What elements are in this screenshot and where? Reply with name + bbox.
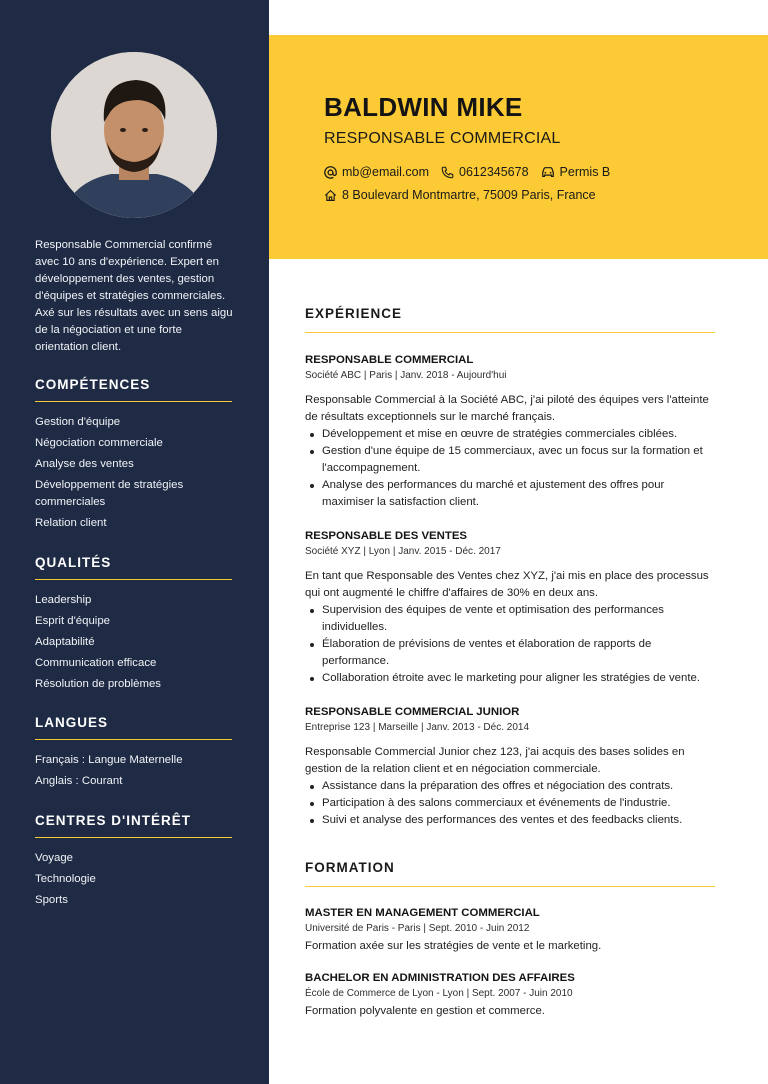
list-item: Communication efficace <box>35 657 157 669</box>
experience-title: EXPÉRIENCE <box>305 306 715 333</box>
list-item: Résolution de problèmes <box>35 678 162 690</box>
languages-title: LANGUES <box>35 715 232 740</box>
qualities-section <box>35 555 232 697</box>
entry-description: Formation polyvalente en gestion et commerce. <box>305 1005 545 1017</box>
entry-meta: Université de Paris - Paris | Sept. 2010 - Juin 2012 <box>305 923 530 934</box>
entry-meta: Société XYZ | Lyon | Janv. 2015 - Déc. 2017 <box>305 546 501 557</box>
languages-list <box>35 740 232 790</box>
skills-title: COMPÉTENCES <box>35 377 232 402</box>
list-item: Collaboration étroite avec le marketing pour aligner les stratégies de vente. <box>305 670 715 687</box>
email-item[interactable] <box>324 165 429 179</box>
entry-meta: École de Commerce de Lyon - Lyon | Sept. 2007 - Juin 2010 <box>305 988 573 999</box>
list-item: Analyse des performances du marché et ajustement des offres pour maximiser la satisfaction client. <box>305 477 715 511</box>
interests-list <box>35 838 232 909</box>
address-row <box>324 188 608 202</box>
list-item: Participation à des salons commerciaux et événements de l'industrie. <box>305 795 715 812</box>
list-item: Gestion d'une équipe de 15 commerciaux, avec un focus sur la formation et l'accompagnement. <box>305 443 715 477</box>
entry-bullets <box>305 778 715 829</box>
education-entry <box>305 971 715 1020</box>
entry-meta: Société ABC | Paris | Janv. 2018 - Aujourd'hui <box>305 370 507 381</box>
languages-section <box>35 715 232 794</box>
list-item: Négociation commerciale <box>35 437 163 449</box>
qualities-title: QUALITÉS <box>35 555 232 580</box>
entry-bullets <box>305 602 715 687</box>
skills-list <box>35 402 232 532</box>
phone-item[interactable] <box>441 165 529 179</box>
home-icon <box>324 189 337 202</box>
phone-icon <box>441 166 454 179</box>
education-entry <box>305 906 715 955</box>
address-item <box>324 188 596 202</box>
car-icon <box>541 166 555 179</box>
contact-row <box>324 165 622 179</box>
list-item: Anglais : Courant <box>35 775 123 787</box>
list-item: Adaptabilité <box>35 636 95 648</box>
list-item: Gestion d'équipe <box>35 416 121 428</box>
interests-section <box>35 813 232 913</box>
entry-role: RESPONSABLE DES VENTES <box>305 530 468 542</box>
list-item: Assistance dans la préparation des offres et négociation des contrats. <box>305 778 715 795</box>
list-item: Supervision des équipes de vente et optimisation des performances individuelles. <box>305 602 715 636</box>
entry-description: Responsable Commercial à la Société ABC, j'ai piloté des équipes vers l'atteinte de résultats exceptionnels sur le marché français. <box>305 394 709 423</box>
license-text: Permis B <box>559 165 611 179</box>
experience-entry <box>305 529 715 687</box>
license-item <box>541 165 611 179</box>
at-icon <box>324 166 337 179</box>
profile-summary: Responsable Commercial confirmé avec 10 ans d'expérience. Expert en développement des ventes, gestion d'équipes et stratégies commerciales. Axé sur les résultats avec un sens aigu de la négociation et une forte orientation client. <box>35 239 233 353</box>
entry-bullets <box>305 426 715 511</box>
qualities-list <box>35 580 232 693</box>
list-item: Esprit d'équipe <box>35 615 110 627</box>
profile-photo <box>51 52 217 218</box>
list-item: Sports <box>35 894 68 906</box>
entry-description: Formation axée sur les stratégies de vente et le marketing. <box>305 940 602 952</box>
list-item: Voyage <box>35 852 74 864</box>
entry-meta: Entreprise 123 | Marseille | Janv. 2013 - Déc. 2014 <box>305 722 530 733</box>
address-text: 8 Boulevard Montmartre, 75009 Paris, France <box>342 188 596 202</box>
list-item: Développement et mise en œuvre de stratégies commerciales ciblées. <box>305 426 715 443</box>
entry-role: RESPONSABLE COMMERCIAL JUNIOR <box>305 706 520 718</box>
experience-entry <box>305 705 715 829</box>
list-item: Français : Langue Maternelle <box>35 754 183 766</box>
email-text: mb@email.com <box>342 165 430 179</box>
phone-text: 0612345678 <box>459 165 529 179</box>
list-item: Développement de stratégies commerciales <box>35 479 184 508</box>
entry-degree: MASTER EN MANAGEMENT COMMERCIAL <box>305 907 540 919</box>
list-item: Analyse des ventes <box>35 458 134 470</box>
interests-title: CENTRES D'INTÉRÊT <box>35 813 232 838</box>
education-title: FORMATION <box>305 860 715 887</box>
skills-section <box>35 377 232 536</box>
header-banner <box>269 35 768 259</box>
job-title: RESPONSABLE COMMERCIAL <box>324 130 561 147</box>
list-item: Relation client <box>35 517 107 529</box>
entry-role: RESPONSABLE COMMERCIAL <box>305 354 474 366</box>
list-item: Leadership <box>35 594 92 606</box>
list-item: Suivi et analyse des performances des ventes et des feedbacks clients. <box>305 812 715 829</box>
sidebar <box>0 0 269 1084</box>
entry-degree: BACHELOR EN ADMINISTRATION DES AFFAIRES <box>305 972 575 984</box>
entry-description: En tant que Responsable des Ventes chez XYZ, j'ai mis en place des processus qui ont augmenté le chiffre d'affaires de 30% en deux ans. <box>305 570 709 599</box>
experience-entry <box>305 353 715 511</box>
entry-description: Responsable Commercial Junior chez 123, j'ai acquis des bases solides en gestion de la relation client et en négociation commerciale. <box>305 746 685 775</box>
candidate-name: BALDWIN MIKE <box>324 92 523 122</box>
list-item: Élaboration de prévisions de ventes et élaboration de rapports de performance. <box>305 636 715 670</box>
list-item: Technologie <box>35 873 96 885</box>
